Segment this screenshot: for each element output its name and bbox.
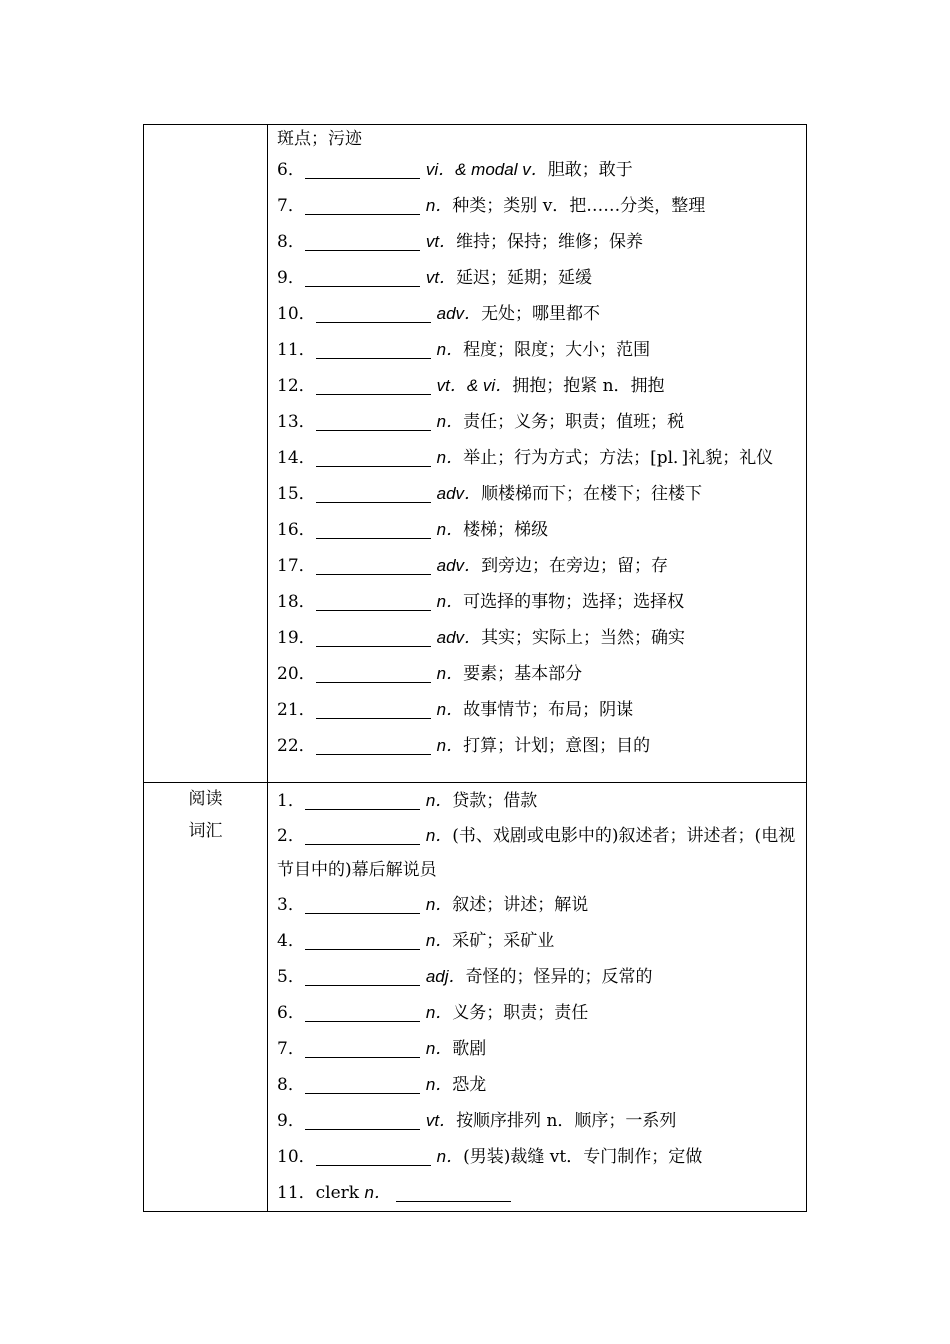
item-number: 8． (277, 1075, 305, 1095)
part-of-speech: vt．& vi． (436, 376, 513, 395)
item-meaning: 楼梯；梯级 (463, 520, 549, 540)
part-of-speech: n． (425, 196, 453, 215)
item-meaning: 种类；类别 v．把……分类，整理 (452, 196, 706, 216)
answer-blank[interactable] (305, 895, 420, 914)
item-meaning: 拥抱；抱紧 n．拥抱 (512, 376, 665, 396)
part-of-speech: n． (425, 931, 453, 950)
answer-blank[interactable] (316, 700, 431, 719)
item-number: 11． (277, 340, 316, 360)
part-of-speech: n． (425, 791, 453, 810)
answer-blank[interactable] (305, 826, 420, 845)
item-meaning: 故事情节；布局；阴谋 (463, 700, 634, 720)
table-row (144, 125, 807, 783)
item-number: 9． (277, 268, 305, 288)
vocab-item (277, 152, 798, 188)
vocab-item (277, 476, 798, 512)
item-word: clerk (315, 1183, 360, 1203)
item-meaning: 胆敢；敢于 (547, 160, 633, 180)
answer-blank[interactable] (305, 1039, 420, 1058)
item-number: 5． (277, 967, 305, 987)
item-number: 18． (277, 592, 316, 612)
item-number: 4． (277, 931, 305, 951)
category-label-line2: 词汇 (188, 821, 223, 841)
part-of-speech: vt． (425, 232, 457, 251)
item-number: 9． (277, 1111, 305, 1131)
item-number: 8． (277, 232, 305, 252)
item-number: 7． (277, 1039, 305, 1059)
item-meaning: 无处；哪里都不 (481, 304, 601, 324)
part-of-speech: adv． (436, 484, 482, 503)
item-meaning: 到旁边；在旁边；留；存 (481, 556, 669, 576)
answer-blank[interactable] (305, 1111, 420, 1130)
item-meaning: 延迟；延期；延缓 (456, 268, 593, 288)
vocab-item (277, 819, 798, 887)
vocab-item (277, 332, 798, 368)
answer-blank[interactable] (305, 232, 420, 251)
item-number: 19． (277, 628, 316, 648)
part-of-speech: n． (364, 1183, 391, 1202)
item-meaning: 顺楼梯而下；在楼下；往楼下 (481, 484, 703, 504)
answer-blank[interactable] (316, 520, 431, 539)
answer-blank[interactable] (316, 412, 431, 431)
item-number: 15． (277, 484, 316, 504)
answer-blank[interactable] (316, 664, 431, 683)
part-of-speech: n． (436, 448, 464, 467)
item-meaning: 程度；限度；大小；范围 (463, 340, 651, 360)
answer-blank[interactable] (316, 1147, 431, 1166)
vocabulary-table (143, 124, 807, 1212)
answer-blank[interactable] (396, 1183, 511, 1202)
content-cell (268, 125, 807, 783)
part-of-speech: n． (425, 1003, 453, 1022)
item-meaning: 叙述；讲述；解说 (452, 895, 589, 915)
category-cell (144, 783, 268, 1212)
item-meaning: 责任；义务；职责；值班；税 (463, 412, 685, 432)
item-meaning: 可选择的事物；选择；选择权 (463, 592, 685, 612)
item-number: 22． (277, 736, 316, 756)
part-of-speech: n． (436, 592, 464, 611)
part-of-speech: n． (436, 736, 464, 755)
part-of-speech: adv． (436, 556, 482, 575)
answer-blank[interactable] (316, 628, 431, 647)
vocab-item (277, 1031, 798, 1067)
answer-blank[interactable] (316, 448, 431, 467)
vocab-item (277, 728, 798, 764)
vocab-item (277, 959, 798, 995)
part-of-speech: adv． (436, 628, 482, 647)
part-of-speech: n． (436, 412, 464, 431)
table-row (144, 783, 807, 1212)
vocab-item (277, 368, 798, 404)
answer-blank[interactable] (316, 304, 431, 323)
vocab-item (277, 260, 798, 296)
part-of-speech: vt． (425, 1111, 457, 1130)
item-number: 16． (277, 520, 316, 540)
vocab-item (277, 296, 798, 332)
item-meaning: 贷款；借款 (452, 791, 538, 811)
vocab-item (277, 1139, 798, 1175)
item-number: 21． (277, 700, 316, 720)
category-cell (144, 125, 268, 783)
category-label-line1: 阅读 (188, 789, 223, 809)
item-meaning: (书、戏剧或电影中的)叙述者；讲述者；(电视节目中的)幕后解说员 (277, 826, 796, 880)
answer-blank[interactable] (305, 1075, 420, 1094)
part-of-speech: vi．& modal v． (425, 160, 548, 179)
part-of-speech: n． (425, 895, 453, 914)
item-meaning: 采矿；采矿业 (452, 931, 555, 951)
answer-blank[interactable] (305, 268, 420, 287)
continuation-line: 斑点；污迹 (277, 129, 362, 149)
content-cell (268, 783, 807, 1212)
part-of-speech: n． (436, 520, 464, 539)
item-number: 17． (277, 556, 316, 576)
vocab-item (277, 1067, 798, 1103)
item-meaning: 打算；计划；意图；目的 (463, 736, 651, 756)
item-meaning: 歌剧 (452, 1039, 487, 1059)
vocab-item (277, 512, 798, 548)
vocab-item (277, 548, 798, 584)
answer-blank[interactable] (316, 556, 431, 575)
answer-blank[interactable] (316, 376, 431, 395)
part-of-speech: n． (436, 664, 464, 683)
answer-blank[interactable] (305, 196, 420, 215)
vocab-item (277, 656, 798, 692)
item-number: 20． (277, 664, 316, 684)
item-number: 10． (277, 304, 316, 324)
part-of-speech: adv． (436, 304, 482, 323)
answer-blank[interactable] (305, 160, 420, 179)
part-of-speech: n． (425, 1039, 453, 1058)
item-meaning: 义务；职责；责任 (452, 1003, 589, 1023)
answer-blank[interactable] (316, 736, 431, 755)
vocab-item (277, 1175, 798, 1211)
item-number: 6． (277, 1003, 305, 1023)
part-of-speech: n． (436, 700, 464, 719)
vocab-item (277, 224, 798, 260)
part-of-speech: vt． (425, 268, 457, 287)
vocab-item (277, 584, 798, 620)
answer-blank[interactable] (316, 484, 431, 503)
part-of-speech: adj． (425, 967, 466, 986)
item-number: 13． (277, 412, 316, 432)
answer-blank[interactable] (316, 592, 431, 611)
item-number: 14． (277, 448, 316, 468)
answer-blank[interactable] (305, 1003, 420, 1022)
item-meaning: (男装)裁缝 vt．专门制作；定做 (463, 1147, 703, 1167)
item-meaning: 奇怪的；怪异的；反常的 (465, 967, 653, 987)
item-number: 11． (277, 1183, 316, 1203)
item-number: 7． (277, 196, 305, 216)
vocab-item (277, 995, 798, 1031)
item-meaning: 要素；基本部分 (463, 664, 583, 684)
item-number: 6． (277, 160, 305, 180)
vocab-item (277, 440, 798, 476)
answer-blank[interactable] (305, 931, 420, 950)
vocab-item (277, 887, 798, 923)
item-number: 2． (277, 826, 305, 846)
item-number: 3． (277, 895, 305, 915)
item-meaning: 其实；实际上；当然；确实 (481, 628, 686, 648)
item-number: 1． (277, 791, 305, 811)
part-of-speech: n． (436, 340, 464, 359)
vocab-item (277, 783, 798, 819)
vocab-item (277, 692, 798, 728)
answer-blank[interactable] (305, 967, 420, 986)
answer-blank[interactable] (316, 340, 431, 359)
answer-blank[interactable] (305, 791, 420, 810)
item-meaning: 维持；保持；维修；保养 (456, 232, 644, 252)
item-meaning: 举止；行为方式；方法；[pl．]礼貌；礼仪 (463, 448, 774, 468)
item-meaning: 按顺序排列 n．顺序；一系列 (456, 1111, 677, 1131)
item-number: 10． (277, 1147, 316, 1167)
vocab-item (277, 404, 798, 440)
part-of-speech: n． (425, 1075, 453, 1094)
item-meaning: 恐龙 (452, 1075, 487, 1095)
vocab-item (277, 1103, 798, 1139)
item-number: 12． (277, 376, 316, 396)
part-of-speech: n． (436, 1147, 464, 1166)
vocab-item (277, 188, 798, 224)
part-of-speech: n． (425, 826, 453, 845)
vocab-item (277, 923, 798, 959)
vocab-item (277, 620, 798, 656)
